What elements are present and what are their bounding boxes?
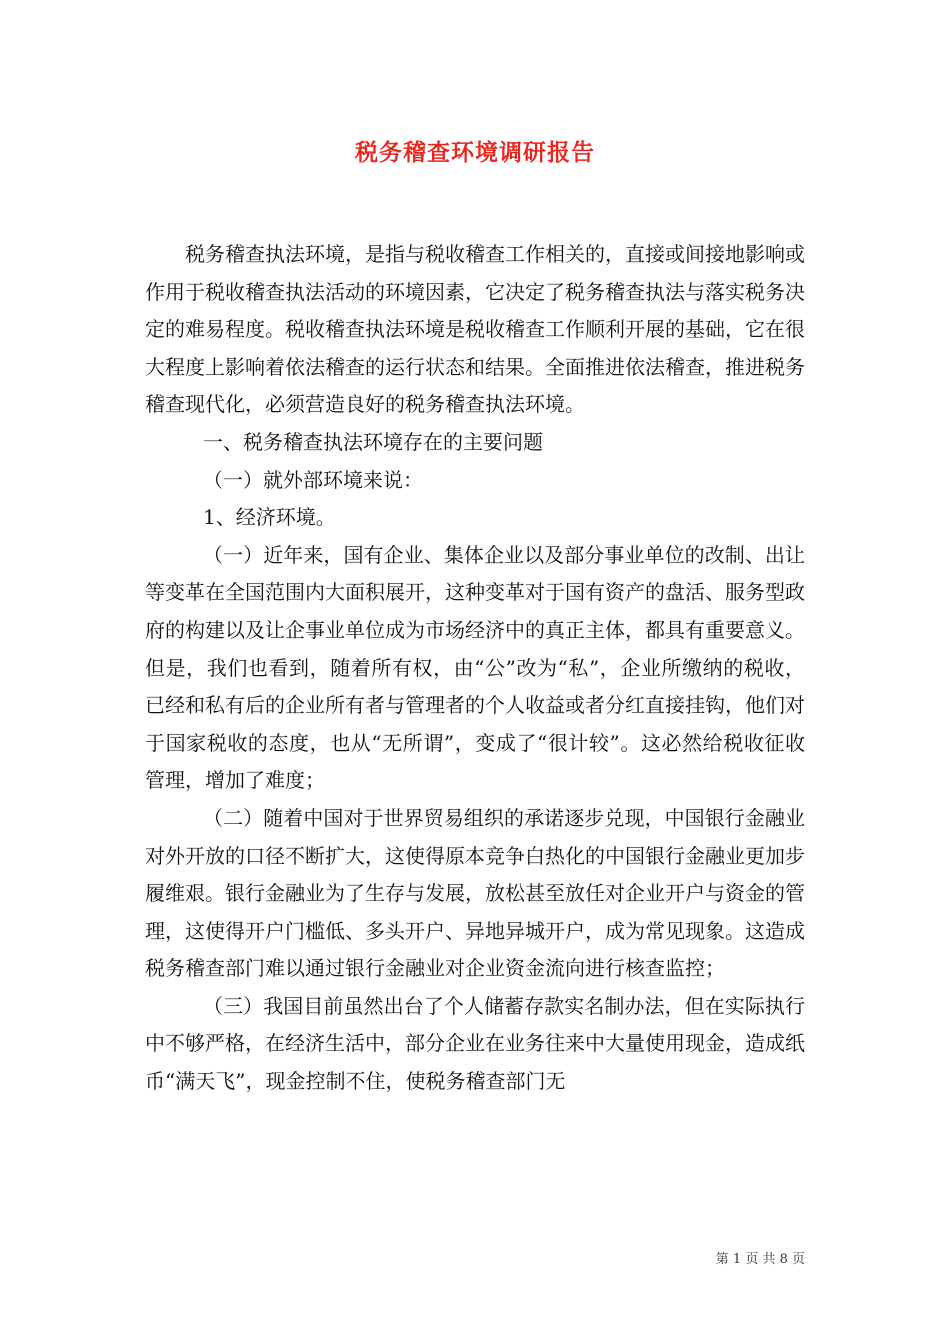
paragraph-intro: 税务稽查执法环境，是指与税收稽查工作相关的，直接或间接地影响或作用于税收稽查执法活动的环境因素，它决定了税务稽查执法与落实税务决定的难易程度。税收稽查执法环境是税收稽查工作顺利开展的基础，它在很大程度上影响着依法稽查的运行状态和结果。全面推进依法稽查，推进税务稽查现代化，必须营造良好的税务稽查执法环境。 — [145, 242, 805, 417]
document-body — [145, 236, 805, 1101]
subsection-heading-economic: 1、经济环境。 — [203, 505, 336, 530]
paragraph-point-1: （一）近年来，国有企业、集体企业以及部分事业单位的改制、出让等变革在全国范围内大面积展开，这种变革对于国有资产的盘活、服务型政府的构建以及让企事业单位成为市场经济中的真正主体，都具有重要意义。但是，我们也看到，随着所有权，由“公”改为“私”，企业所缴纳的税收，已经和私有后的企业所有者与管理者的个人收益或者分红直接挂钩，他们对于国家税收的态度，也从“无所谓”，变成了“很计较”。这必然给税收征收管理，增加了难度； — [145, 542, 805, 793]
section-heading-1: 一、税务稽查执法环境存在的主要问题 — [203, 429, 543, 454]
paragraph-point-2: （二）随着中国对于世界贸易组织的承诺逐步兑现，中国银行金融业对外开放的口径不断扩大，这使得原本竞争白热化的中国银行金融业更加步履维艰。银行金融业为了生存与发展，放松甚至放任对企业开户与资金的管理，这使得开户门槛低、多头开户、异地异城开户，成为常见现象。这造成税务稽查部门难以通过银行金融业对企业资金流向进行核查监控； — [145, 805, 805, 981]
document-title: 税务稽查环境调研报告 — [355, 139, 595, 166]
page-number: 第 1 页 共 8 页 — [715, 1252, 805, 1267]
subsection-heading-external: （一）就外部环境来说： — [203, 467, 423, 492]
paragraph-point-3: （三）我国目前虽然出台了个人储蓄存款实名制办法，但在实际执行中不够严格，在经济生活中，部分企业在业务往来中大量使用现金，造成纸币“满天飞”，现金控制不住，使税务稽查部门无 — [145, 993, 805, 1094]
